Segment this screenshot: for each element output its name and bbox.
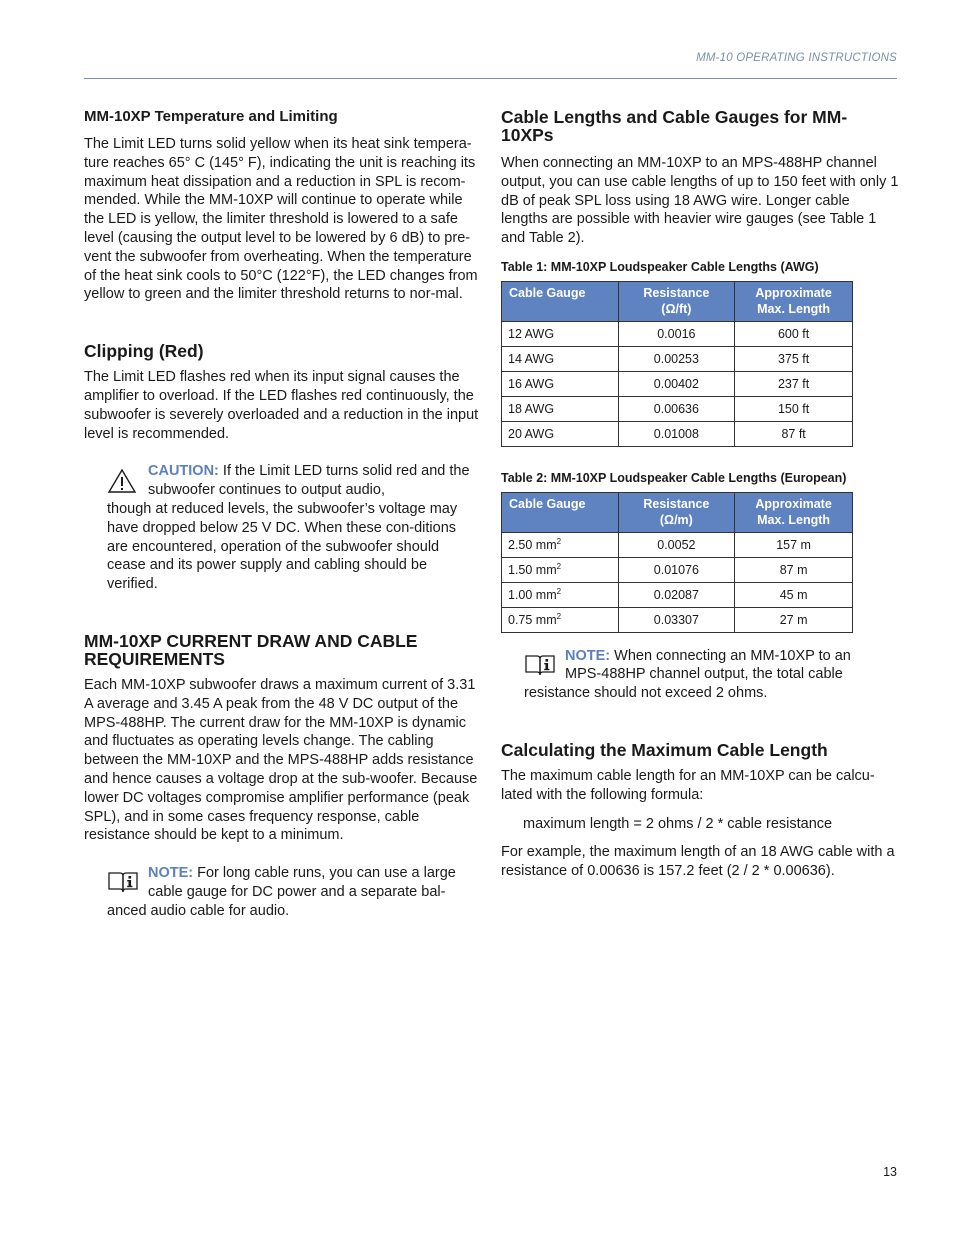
formula: maximum length = 2 ohms / 2 * cable resistance (523, 815, 833, 832)
warning-triangle-icon (107, 468, 137, 494)
caution-block (107, 462, 482, 594)
superscript: 2 (556, 587, 562, 596)
table1-awg (501, 281, 853, 447)
note-block-right (524, 647, 899, 703)
caution-text-first: If the Limit LED turns solid red and the subwoofer continues to output audio, (148, 463, 470, 499)
table1-header-resistance-unit: (Ω/ft) (661, 301, 692, 316)
table1-header-gauge: Cable Gauge (502, 281, 619, 321)
note-right-first-line (524, 647, 899, 685)
table-row (502, 371, 853, 396)
table-cell: 150 ft (735, 396, 853, 421)
caution-label: CAUTION: (148, 463, 219, 480)
superscript: 2 (556, 562, 562, 571)
table-cell: 16 AWG (502, 371, 619, 396)
table2-caption: Table 2: MM-10XP Loudspeaker Cable Lengths (European) (501, 470, 847, 485)
table-cell: 27 m (735, 607, 853, 632)
table-row (502, 396, 853, 421)
table-cell: 0.00402 (618, 371, 735, 396)
table-cell: 0.01076 (618, 557, 735, 582)
calculating-heading: Calculating the Maximum Cable Length (501, 739, 828, 760)
table2-european (501, 492, 853, 633)
table-cell: 375 ft (735, 346, 853, 371)
table-cell (502, 557, 619, 582)
table-row (502, 532, 853, 557)
table1-caption: Table 1: MM-10XP Loudspeaker Cable Lengths (AWG) (501, 259, 819, 274)
right-column (501, 108, 899, 881)
caution-text-rest: though at reduced levels, the subwoofer’s voltage may have dropped below 25 V DC. When these con-ditions are encountered, operation of the subwoofer should cease and its power supply and cabling should be verified. (107, 500, 458, 593)
gauge-value: 1.50 mm (508, 563, 557, 578)
cable-lengths-paragraph: When connecting an MM-10XP to an MPS-488HP channel output, you can use cable lengths of up to 150 feet with only 1 dB of peak SPL loss using 18 AWG wire. Longer cable lengths are possible with heavier wire gauges (see Table 1 and Table 2). (501, 155, 899, 247)
table2-header-length (735, 492, 853, 532)
gauge-value: 1.00 mm (508, 588, 557, 603)
info-book-icon (524, 653, 556, 677)
table-cell: 0.00636 (618, 396, 735, 421)
table-cell: 0.00253 (618, 346, 735, 371)
clipping-paragraph: The Limit LED flashes red when its input signal causes the amplifier to overload. If the LED flashes red continuously, the subwoofer is severely overloaded and a reduction in the input level is recommended. (84, 369, 479, 442)
table-cell (502, 582, 619, 607)
note-left-first-line (107, 864, 482, 902)
calculating-paragraph: The maximum cable length for an MM-10XP can be calcu-lated with the following formula: (501, 767, 875, 803)
example-paragraph: For example, the maximum length of an 18 AWG cable with a resistance of 0.00636 is 157.2 feet (2 / 2 * 0.00636). (501, 844, 895, 880)
left-column (84, 108, 482, 921)
table2-header-gauge: Cable Gauge (502, 492, 619, 532)
table-row (502, 582, 853, 607)
table-row (502, 321, 853, 346)
table-cell: 157 m (735, 532, 853, 557)
running-header: MM-10 OPERATING INSTRUCTIONS (696, 52, 897, 64)
superscript: 2 (556, 612, 562, 621)
table2-header-resistance (618, 492, 735, 532)
caution-first-line (107, 462, 482, 500)
table1-header-resistance-label: Resistance (643, 285, 710, 300)
note-right-text-first: When connecting an MM-10XP to an MPS-488HP channel output, the total cable (565, 647, 851, 683)
table-cell: 0.03307 (618, 607, 735, 632)
table-cell: 20 AWG (502, 421, 619, 446)
table-cell (502, 607, 619, 632)
table-cell: 0.0016 (618, 321, 735, 346)
table-row (502, 346, 853, 371)
table-cell: 45 m (735, 582, 853, 607)
table1-header-length (735, 281, 853, 321)
current-draw-paragraph: Each MM-10XP subwoofer draws a maximum current of 3.31 A average and 3.45 A peak from the 48 V DC output of the MPS-488HP. The current draw for the MM-10XP is dynamic and fluctuates as operating levels change. The cabling between the MM-10XP and the MPS-488HP adds resistance and hence causes a voltage drop at the sub-woofer. Because lower DC voltages compromise amplifier performance (peak SPL), and in some cases frequency response, cable resistance should be kept to a minimum. (84, 676, 478, 844)
table2-header-row (502, 492, 853, 532)
note-right-text-rest: resistance should not exceed 2 ohms. (524, 685, 768, 702)
current-draw-heading: MM-10XP CURRENT DRAW AND CABLE REQUIREMENTS (84, 630, 418, 669)
table-row (502, 557, 853, 582)
note-left-text-rest: anced audio cable for audio. (107, 902, 290, 919)
cable-lengths-heading: Cable Lengths and Cable Gauges for MM-10XPs (501, 107, 848, 145)
page-number: 13 (883, 1165, 897, 1179)
table-cell: 87 m (735, 557, 853, 582)
table-cell: 87 ft (735, 421, 853, 446)
info-book-icon (107, 870, 139, 894)
table-cell: 0.01008 (618, 421, 735, 446)
table1-header-row (502, 281, 853, 321)
note-block-left (107, 864, 482, 920)
table-cell: 0.0052 (618, 532, 735, 557)
temp-heading: MM-10XP Temperature and Limiting (84, 108, 338, 125)
table-cell: 14 AWG (502, 346, 619, 371)
note-left-label: NOTE: (148, 865, 194, 882)
note-left-text-first: For long cable runs, you can use a large cable gauge for DC power and a separate bal- (148, 865, 456, 900)
table-cell: 18 AWG (502, 396, 619, 421)
table1-header-length-label: Approximate (755, 285, 832, 300)
gauge-value: 0.75 mm (508, 613, 557, 628)
header-rule (84, 78, 897, 79)
table-row (502, 421, 853, 446)
clipping-heading: Clipping (Red) (84, 341, 204, 362)
table-cell: 600 ft (735, 321, 853, 346)
table-cell: 237 ft (735, 371, 853, 396)
temp-paragraph: The Limit LED turns solid yellow when its heat sink tempera-ture reaches 65° C (145° F), indicating the unit is reaching its maximum heat dissipation and a reduction in SPL is recom-mended. While the MM-10XP will continue to operate while the LED is yellow, the limiter threshold is lowered to a safe level (causing the output level to be lowered by 6 dB) to pre-vent the subwoofer from overheating. When the temperature of the heat sink cools to 50°C (122°F), the LED changes from yellow to green and the limiter threshold returns to nor-mal. (84, 136, 478, 303)
table2-header-resistance-label: Resistance (643, 496, 710, 511)
table1-header-length-label2: Max. Length (757, 301, 831, 316)
table1-header-resistance (618, 281, 735, 321)
note-right-label: NOTE: (565, 647, 611, 664)
table2-header-resistance-unit: (Ω/m) (659, 512, 693, 527)
table-row (502, 607, 853, 632)
gauge-value: 2.50 mm (508, 538, 557, 553)
table-cell (502, 532, 619, 557)
table-cell: 12 AWG (502, 321, 619, 346)
table2-header-length-label2: Max. Length (757, 512, 831, 527)
superscript: 2 (556, 537, 562, 546)
table-cell: 0.02087 (618, 582, 735, 607)
table2-header-length-label: Approximate (755, 496, 832, 511)
